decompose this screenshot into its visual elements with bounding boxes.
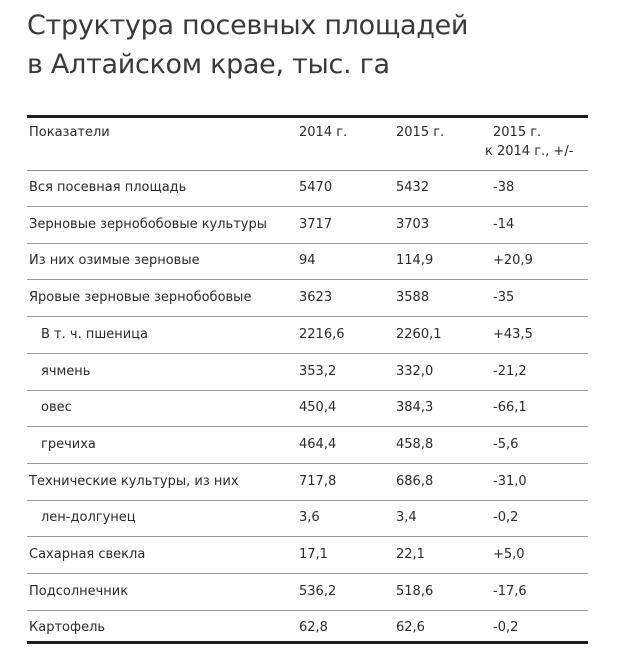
row-change: -38 — [493, 180, 515, 195]
row-change: -66,1 — [493, 400, 527, 416]
row-2015: 114,9 — [396, 253, 434, 269]
row-2014: 2216,6 — [299, 326, 345, 342]
row-change: -17,6 — [493, 583, 527, 599]
row-2015: 686,8 — [396, 473, 434, 489]
row-change: -0,2 — [493, 620, 519, 636]
table-row — [27, 390, 588, 427]
row-change: +43,5 — [493, 326, 533, 342]
row-2014: 353,2 — [299, 363, 337, 379]
title-line-2: в Алтайском крае, тыс. га — [27, 49, 390, 80]
table-row — [27, 500, 588, 537]
table-row — [27, 243, 588, 280]
header-2015: 2015 г. — [396, 125, 445, 140]
row-label: Подсолнечник — [29, 583, 129, 599]
table-row — [27, 574, 588, 611]
table-row — [27, 427, 588, 464]
table-row — [27, 317, 588, 354]
row-2015: 62,6 — [396, 620, 425, 636]
table-row — [27, 537, 588, 574]
row-2014: 464,4 — [299, 436, 337, 452]
row-change: -35 — [493, 290, 515, 306]
row-change: -21,2 — [493, 363, 527, 379]
row-2015: 3588 — [396, 290, 430, 306]
row-2014: 536,2 — [299, 583, 337, 599]
header-2014: 2014 г. — [299, 125, 348, 140]
table-row — [27, 464, 588, 501]
row-label: лен-долгунец — [41, 510, 136, 526]
row-2014: 94 — [299, 253, 316, 269]
row-2014: 717,8 — [299, 473, 337, 489]
row-2014: 17,1 — [299, 547, 328, 562]
row-2015: 5432 — [396, 180, 430, 195]
row-change: -31,0 — [493, 473, 527, 489]
row-label: ячмень — [41, 363, 91, 379]
row-2015: 3703 — [396, 216, 430, 232]
table-row — [27, 280, 588, 317]
table-row — [27, 207, 588, 244]
row-2015: 458,8 — [396, 436, 434, 452]
row-2014: 3717 — [299, 216, 333, 232]
row-2014: 3623 — [299, 290, 333, 306]
row-label: Зерновые зернобобовые культуры — [29, 216, 268, 232]
row-label: Технические культуры, из них — [29, 473, 239, 489]
header-change-line-2: к 2014 г., +/- — [485, 144, 574, 159]
table-row — [27, 354, 588, 391]
row-2015: 3,4 — [396, 510, 417, 526]
row-label: В т. ч. пшеница — [41, 326, 148, 342]
table-bottom-rule — [27, 641, 588, 644]
row-label: Яровые зерновые зернобобовые — [29, 290, 252, 306]
row-2015: 22,1 — [396, 547, 425, 562]
row-change: +5,0 — [493, 547, 525, 562]
row-2014: 450,4 — [299, 400, 337, 416]
row-label: Из них озимые зерновые — [29, 253, 200, 269]
row-2014: 62,8 — [299, 620, 328, 636]
row-label: Вся посевная площадь — [29, 180, 187, 195]
table-row — [27, 170, 588, 207]
row-2015: 384,3 — [396, 400, 434, 416]
table-header — [27, 118, 588, 171]
header-change — [485, 123, 574, 161]
row-label: овес — [41, 400, 72, 416]
row-change: -0,2 — [493, 510, 519, 526]
row-2015: 518,6 — [396, 583, 434, 599]
row-label: Сахарная свекла — [29, 547, 146, 562]
header-indicator: Показатели — [29, 125, 110, 140]
header-change-line-1: 2015 г. — [493, 125, 542, 140]
row-label: гречиха — [41, 436, 96, 452]
row-2014: 3,6 — [299, 510, 320, 526]
row-label: Картофель — [29, 620, 106, 636]
title-line-1: Структура посевных площадей — [27, 10, 469, 41]
page-title — [27, 6, 468, 84]
row-change: -14 — [493, 216, 515, 232]
row-2015: 332,0 — [396, 363, 434, 379]
row-change: +20,9 — [493, 253, 533, 269]
row-change: -5,6 — [493, 436, 519, 452]
row-2015: 2260,1 — [396, 326, 442, 342]
row-2014: 5470 — [299, 180, 333, 195]
